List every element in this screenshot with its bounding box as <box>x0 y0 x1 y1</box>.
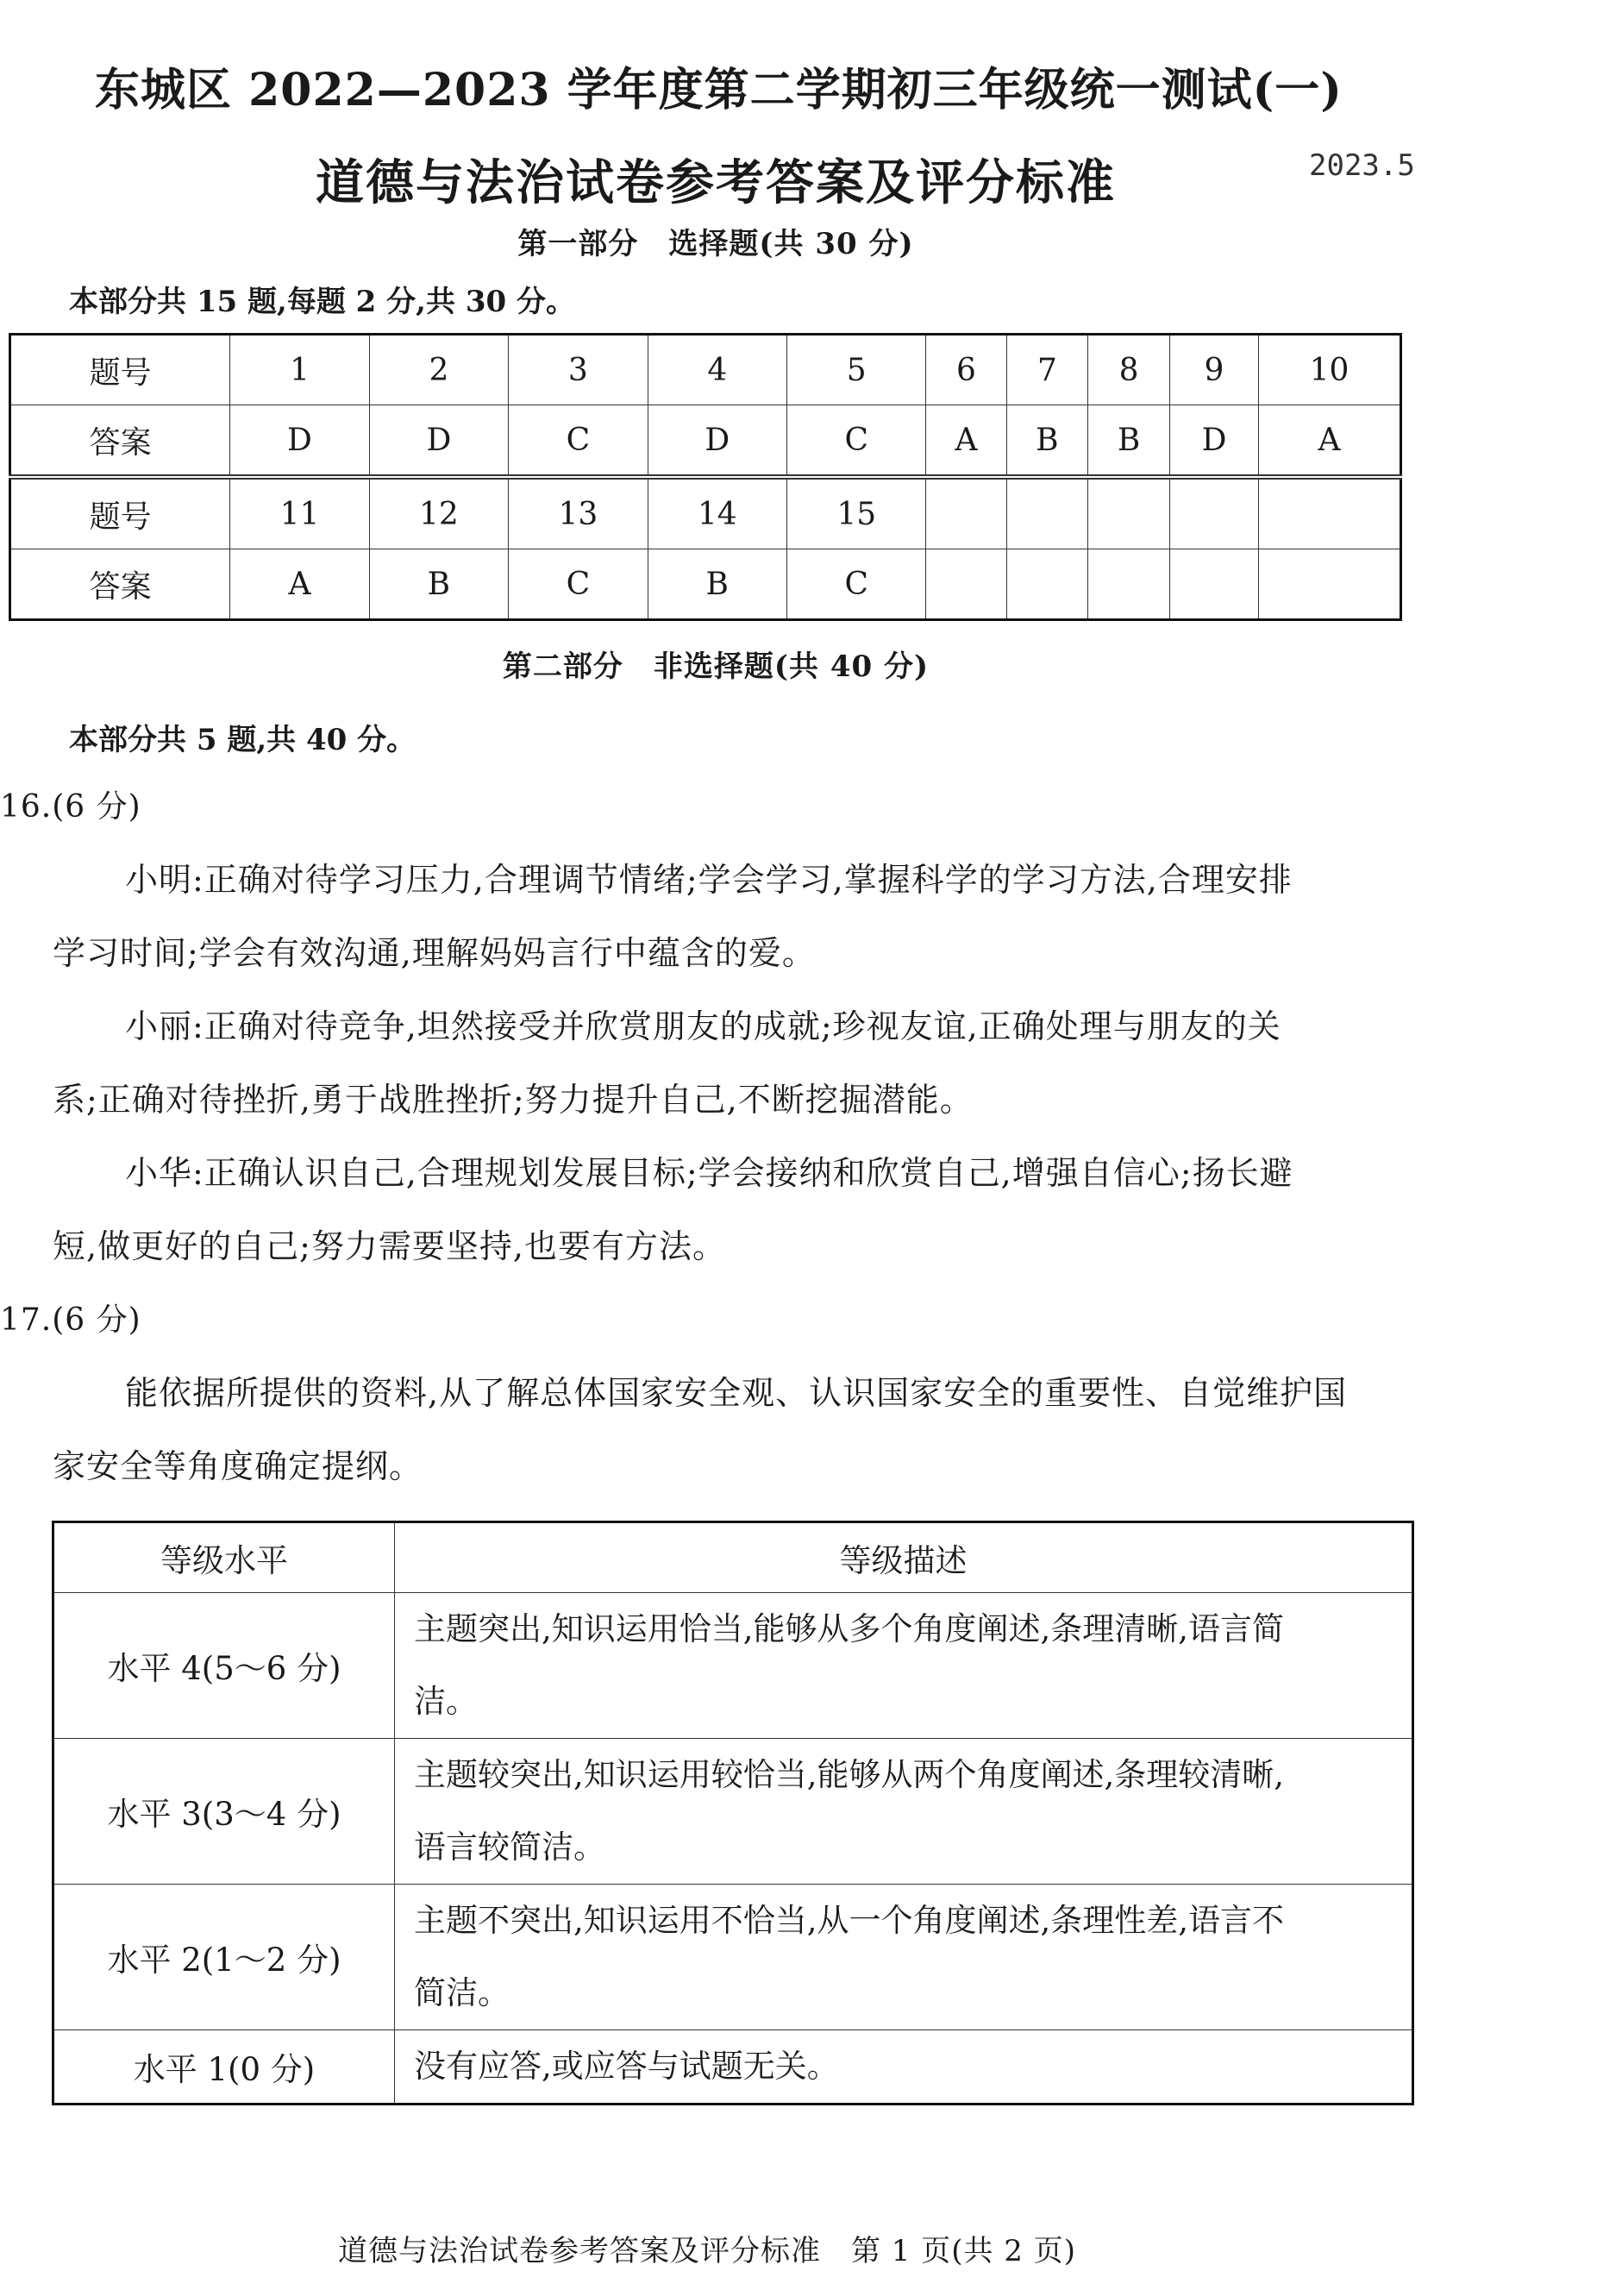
answer-cell: C <box>509 405 648 478</box>
header-level: 等级水平 <box>53 1522 395 1593</box>
exam-title: 东城区 2022—2023 学年度第二学期初三年级统一测试(一) <box>95 64 1343 116</box>
q16-line: 短,做更好的自己;努力需要坚持,也要有方法。 <box>53 1227 726 1265</box>
answer-cell <box>1088 549 1170 620</box>
answer-cell: C <box>787 405 926 478</box>
scoring-row <box>53 1739 1413 1885</box>
part1-heading: 第一部分 选择题(共 30 分) <box>517 227 914 261</box>
question-number-cell: 14 <box>648 477 786 549</box>
row-label: 答案 <box>10 549 230 620</box>
scoring-row <box>53 1593 1413 1739</box>
question-number-cell: 3 <box>509 335 648 405</box>
description-cell <box>395 1885 1413 2030</box>
answer-row <box>10 405 1401 478</box>
answer-cell <box>926 549 1006 620</box>
answer-cell: D <box>648 405 786 478</box>
scoring-table <box>52 1521 1414 2105</box>
question-number-cell: 5 <box>787 335 926 405</box>
question-number-cell: 13 <box>509 477 648 549</box>
question-number-cell <box>1259 477 1401 549</box>
question-number-cell <box>1088 477 1170 549</box>
answer-cell: A <box>230 549 369 620</box>
description-line: 主题不突出,知识运用不恰当,从一个角度阐述,条理性差,语言不 <box>414 1902 1285 1939</box>
answer-cell: D <box>1169 405 1258 478</box>
level-cell: 水平 1(0 分) <box>53 2030 395 2105</box>
description-line: 没有应答,或应答与试题无关。 <box>414 2048 839 2085</box>
answer-table <box>9 333 1402 621</box>
description-line: 洁。 <box>414 1683 478 1720</box>
scoring-row <box>53 1885 1413 2030</box>
question-number-cell <box>1169 477 1258 549</box>
q17-line: 能依据所提供的资料,从了解总体国家安全观、认识国家安全的重要性、自觉维护国 <box>125 1374 1348 1412</box>
answer-cell: D <box>369 405 508 478</box>
question-number-cell: 10 <box>1259 335 1401 405</box>
q16-line: 小明:正确对待学习压力,合理调节情绪;学会学习,掌握科学的学习方法,合理安排 <box>125 861 1293 899</box>
answer-cell: A <box>1259 405 1401 478</box>
level-cell: 水平 3(3～4 分) <box>53 1739 395 1885</box>
q16-line: 小丽:正确对待竞争,坦然接受并欣赏朋友的成就;珍视友谊,正确处理与朋友的关 <box>125 1007 1281 1045</box>
description-line: 简洁。 <box>414 1974 510 2011</box>
answer-row <box>10 549 1401 620</box>
question-number-row <box>10 335 1401 405</box>
question-number-cell <box>926 477 1006 549</box>
q17-line: 家安全等角度确定提纲。 <box>53 1447 423 1485</box>
description-cell <box>395 1593 1413 1739</box>
question-number-cell: 7 <box>1006 335 1088 405</box>
row-label: 题号 <box>10 477 230 549</box>
answer-cell: B <box>1088 405 1170 478</box>
question-16-label: 16.(6 分) <box>0 789 141 825</box>
question-number-cell: 2 <box>369 335 508 405</box>
level-cell: 水平 4(5～6 分) <box>53 1593 395 1739</box>
document-subtitle: 道德与法治试卷参考答案及评分标准 <box>316 154 1116 211</box>
header-description: 等级描述 <box>395 1522 1413 1593</box>
answer-cell <box>1169 549 1258 620</box>
q16-line: 系;正确对待挫折,勇于战胜挫折;努力提升自己,不断挖掘潜能。 <box>53 1081 974 1119</box>
scoring-row <box>53 2030 1413 2105</box>
description-line: 主题较突出,知识运用较恰当,能够从两个角度阐述,条理较清晰, <box>414 1756 1285 1793</box>
description-cell <box>395 1739 1413 1885</box>
question-number-row <box>10 477 1401 549</box>
question-number-cell: 9 <box>1169 335 1258 405</box>
row-label: 题号 <box>10 335 230 405</box>
question-number-cell: 8 <box>1088 335 1170 405</box>
question-number-cell <box>1006 477 1088 549</box>
q16-line: 小华:正确认识自己,合理规划发展目标;学会接纳和欣赏自己,增强自信心;扬长避 <box>125 1154 1293 1192</box>
answer-cell <box>1259 549 1401 620</box>
answer-cell: A <box>926 405 1006 478</box>
answer-cell: B <box>1006 405 1088 478</box>
document-date: 2023.5 <box>1309 148 1415 183</box>
question-number-cell: 11 <box>230 477 369 549</box>
level-cell: 水平 2(1～2 分) <box>53 1885 395 2030</box>
description-line: 主题突出,知识运用恰当,能够从多个角度阐述,条理清晰,语言简 <box>414 1610 1285 1647</box>
question-number-cell: 15 <box>787 477 926 549</box>
answer-cell: C <box>509 549 648 620</box>
question-number-cell: 1 <box>230 335 369 405</box>
answer-cell: B <box>369 549 508 620</box>
page-footer: 道德与法治试卷参考答案及评分标准 第 1 页(共 2 页) <box>337 2234 1077 2268</box>
description-cell <box>395 2030 1413 2105</box>
question-number-cell: 6 <box>926 335 1006 405</box>
answer-cell <box>1006 549 1088 620</box>
answer-cell: B <box>648 549 786 620</box>
row-label: 答案 <box>10 405 230 478</box>
answer-cell: D <box>230 405 369 478</box>
question-number-cell: 12 <box>369 477 508 549</box>
part2-note: 本部分共 5 题,共 40 分。 <box>69 723 416 757</box>
question-17-label: 17.(6 分) <box>0 1302 141 1338</box>
part2-heading: 第二部分 非选择题(共 40 分) <box>502 649 930 684</box>
part1-note: 本部分共 15 题,每题 2 分,共 30 分。 <box>69 285 575 319</box>
q16-line: 学习时间;学会有效沟通,理解妈妈言行中蕴含的爱。 <box>53 934 816 972</box>
description-line: 语言较简洁。 <box>414 1829 605 1866</box>
answer-cell: C <box>787 549 926 620</box>
question-number-cell: 4 <box>648 335 786 405</box>
